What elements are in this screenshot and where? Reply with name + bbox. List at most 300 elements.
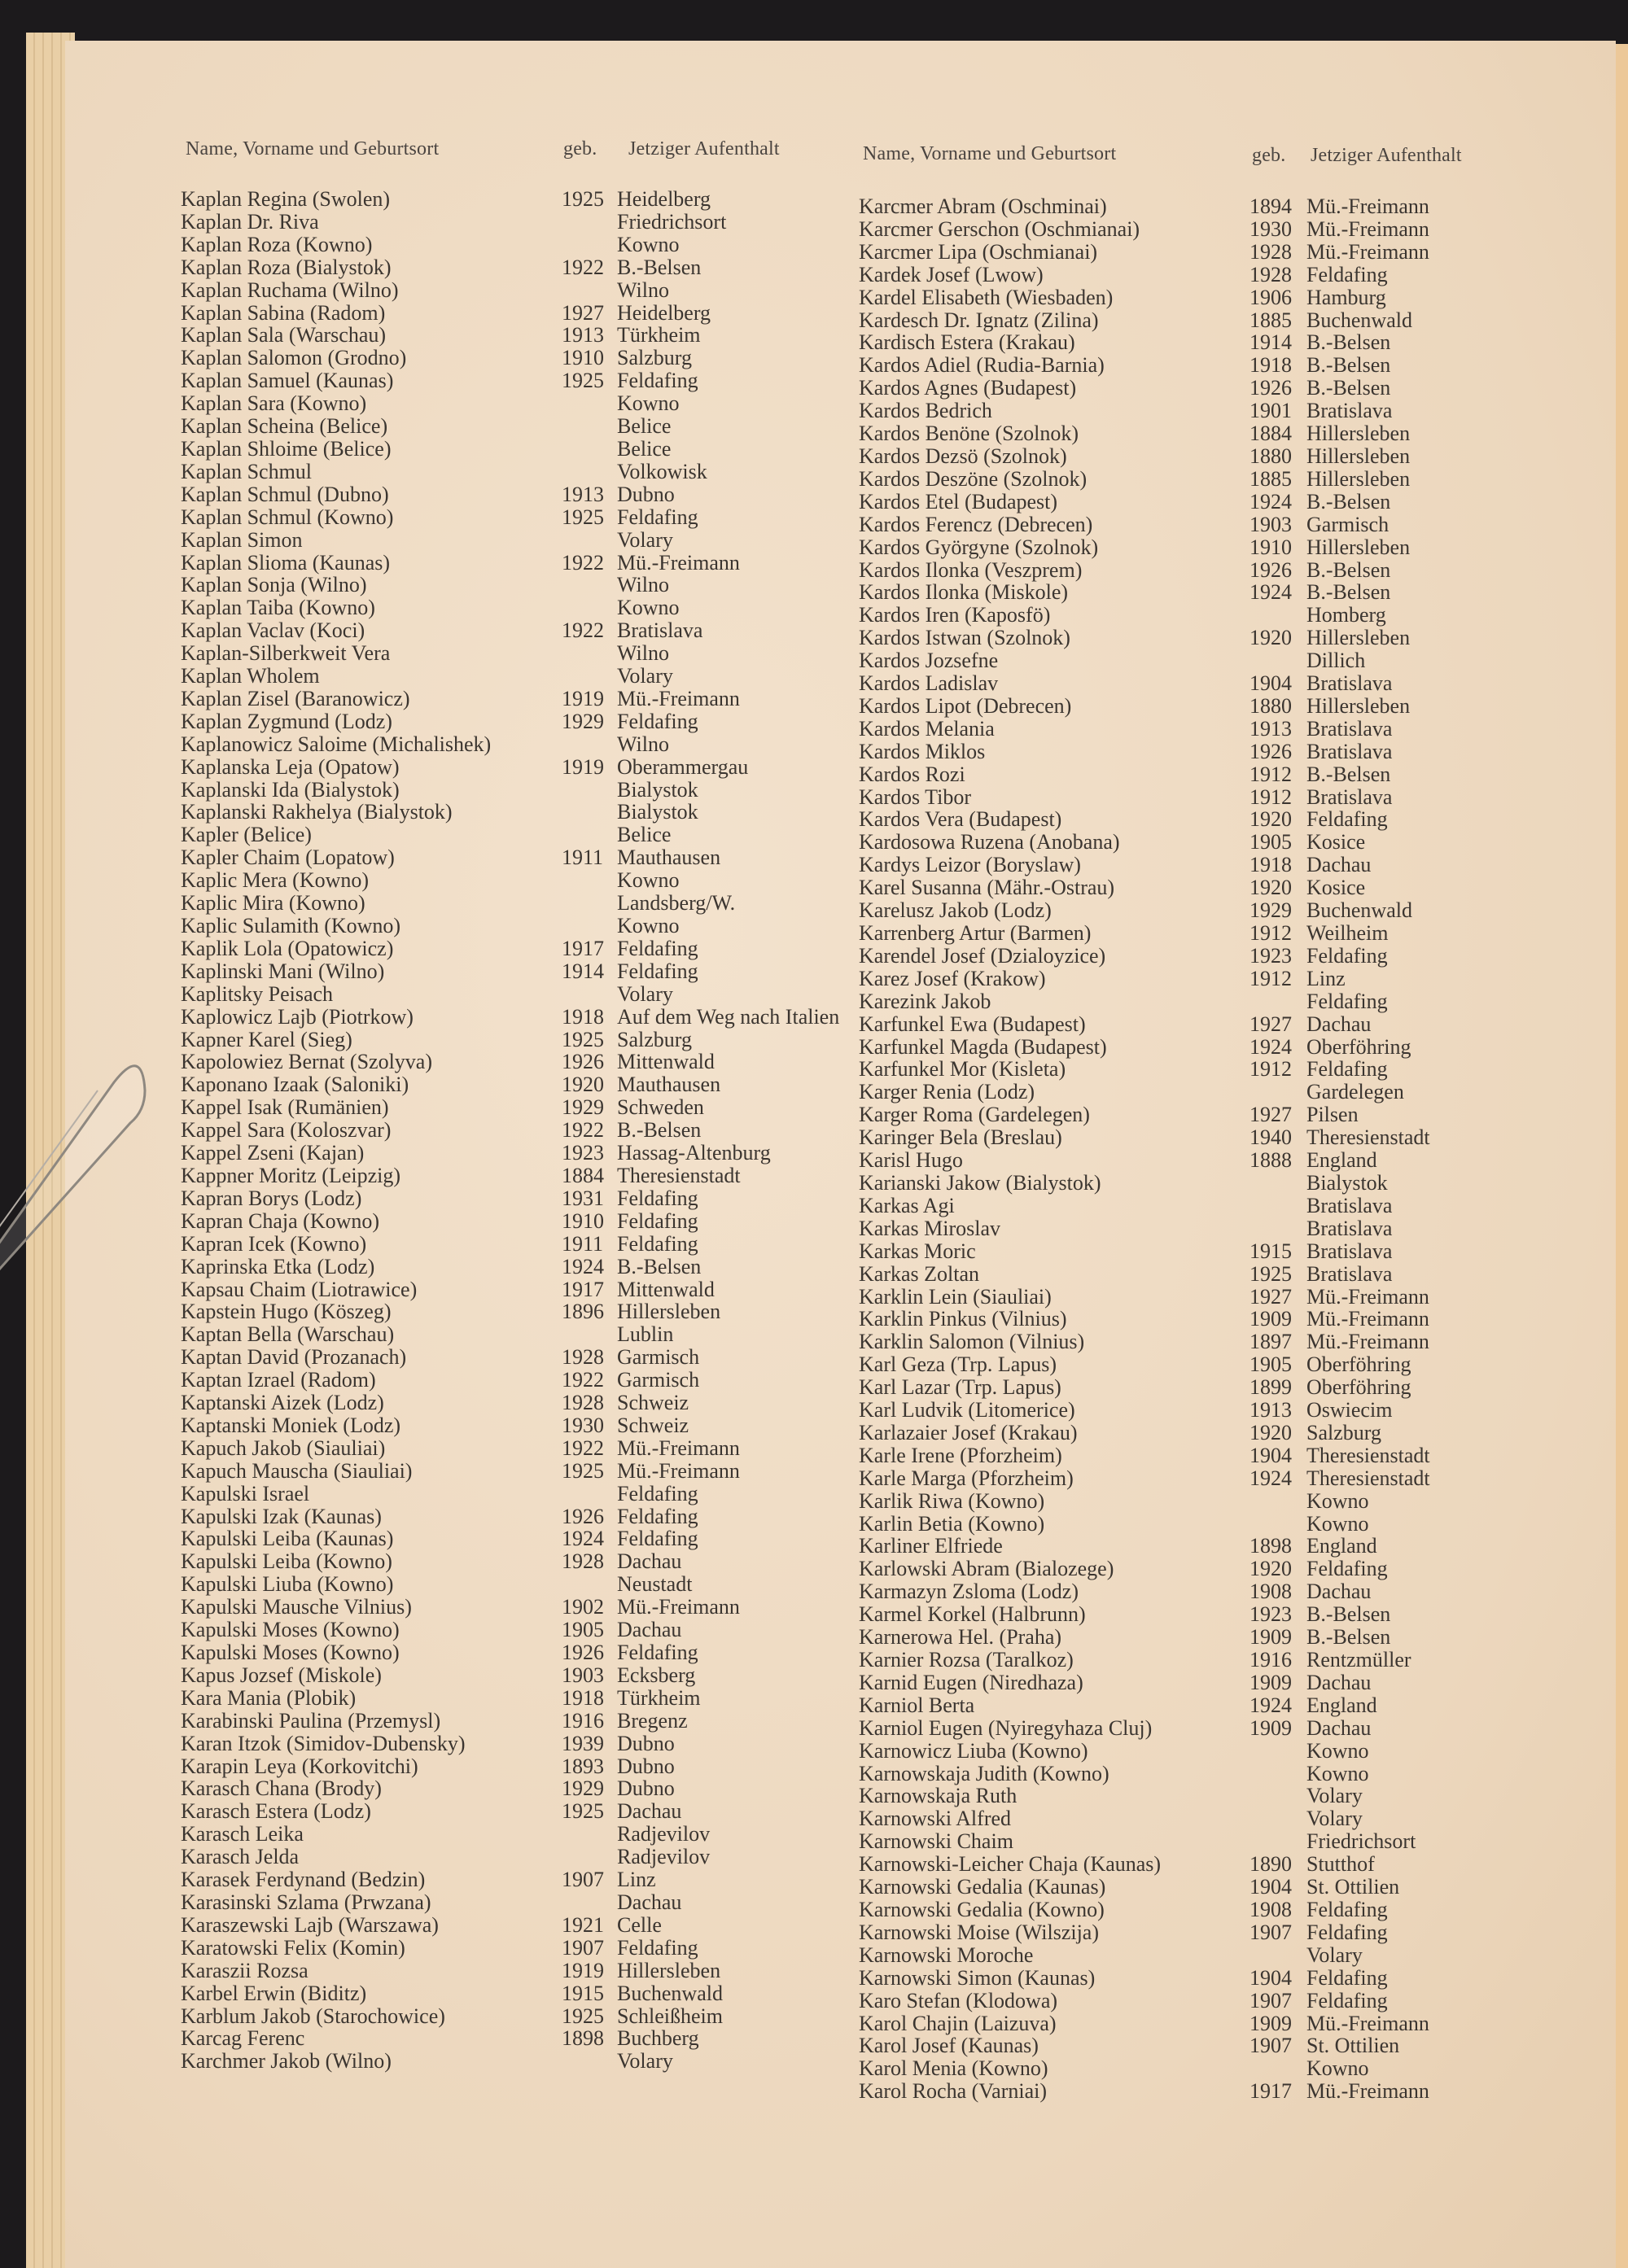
list-item xyxy=(181,256,853,279)
list-item xyxy=(859,1921,1543,1944)
list-item xyxy=(181,1300,853,1323)
entry-current-location: Feldafing xyxy=(1306,1920,1388,1944)
entry-current-location: Kosice xyxy=(1306,830,1366,854)
entry-birth-year: 1913 xyxy=(1249,716,1292,741)
entry-name: Karasch Jelda xyxy=(181,1845,300,1869)
list-item xyxy=(181,619,853,642)
entry-current-location: Homberg xyxy=(1306,603,1386,627)
entry-name: Kaptanski Moniek (Lodz) xyxy=(181,1413,401,1437)
list-item xyxy=(859,1603,1543,1626)
entry-name: Kapulski Liuba (Kowno) xyxy=(181,1572,394,1597)
entry-birth-year: 1917 xyxy=(562,1277,604,1301)
entry-birth-year: 1904 xyxy=(1249,671,1292,696)
entry-name: Karmazyn Zsloma (Lodz) xyxy=(859,1580,1079,1604)
entry-birth-year: 1911 xyxy=(562,1231,604,1256)
entry-current-location: Hillersleben xyxy=(617,1300,721,1324)
entry-birth-year: 1928 xyxy=(562,1345,604,1370)
list-item xyxy=(181,483,853,506)
list-item xyxy=(859,241,1543,264)
entry-current-location: Feldafing xyxy=(617,505,698,529)
entry-name: Kardisch Estera (Krakau) xyxy=(859,330,1075,355)
entry-birth-year: 1907 xyxy=(1249,1988,1292,2012)
entry-name: Karez Josef (Krakow) xyxy=(859,966,1046,990)
entry-current-location: Rentzmüller xyxy=(1306,1648,1411,1672)
entry-name: Karasch Leika xyxy=(181,1822,304,1846)
entry-name: Kapus Jozsef (Miskole) xyxy=(181,1663,382,1687)
entry-name: Kaplanowicz Saloime (Michalishek) xyxy=(181,732,492,756)
entry-birth-year: 1923 xyxy=(1249,943,1292,968)
entry-name: Karcag Ferenc xyxy=(181,2026,305,2051)
entry-birth-year: 1922 xyxy=(562,1368,604,1392)
entry-current-location: Buchenwald xyxy=(617,1981,723,2005)
entry-name: Karmel Korkel (Halbrunn) xyxy=(859,1602,1086,1627)
list-item xyxy=(859,1876,1543,1899)
entry-current-location: Mü.-Freimann xyxy=(1306,2011,1429,2035)
entry-name: Kaplic Sulamith (Kowno) xyxy=(181,914,401,937)
entry-current-location: Bratislava xyxy=(1306,716,1393,741)
entry-current-location: Mü.-Freimann xyxy=(1306,2079,1429,2104)
entry-birth-year: 1918 xyxy=(1249,353,1292,378)
list-item xyxy=(181,1641,853,1664)
entry-birth-year: 1893 xyxy=(562,1754,604,1778)
entry-birth-year: 1912 xyxy=(1249,784,1292,809)
entry-current-location: Theresienstadt xyxy=(1306,1443,1430,1467)
list-item xyxy=(181,1073,853,1096)
list-item xyxy=(859,513,1543,536)
list-item xyxy=(181,574,853,596)
entry-birth-year: 1909 xyxy=(1249,1625,1292,1650)
entry-name: Karklin Lein (Siauliai) xyxy=(859,1284,1052,1309)
entry-name: Karcmer Gerschon (Oschmianai) xyxy=(859,216,1140,241)
entry-name: Karabinski Paulina (Przemysl) xyxy=(181,1708,441,1733)
entry-birth-year: 1916 xyxy=(562,1708,604,1733)
entry-current-location: St. Ottilien xyxy=(1306,1875,1400,1899)
entry-name: Karnid Eugen (Niredhaza) xyxy=(859,1670,1083,1694)
list-item xyxy=(859,604,1543,627)
list-item xyxy=(859,218,1543,241)
entry-name: Kardos Vera (Budapest) xyxy=(859,807,1062,832)
list-item xyxy=(181,392,853,415)
entry-birth-year: 1927 xyxy=(1249,1103,1292,1127)
entry-current-location: Neustadt xyxy=(617,1572,693,1597)
entry-name: Karcmer Lipa (Oschmianai) xyxy=(859,239,1098,264)
entry-birth-year: 1907 xyxy=(562,1935,604,1960)
entry-birth-year: 1880 xyxy=(1249,693,1292,718)
list-item xyxy=(859,1763,1543,1785)
entry-name: Karlin Betia (Kowno) xyxy=(859,1511,1045,1536)
entry-birth-year: 1928 xyxy=(1249,262,1292,286)
entry-name: Karnowskaja Judith (Kowno) xyxy=(859,1761,1109,1785)
list-item xyxy=(181,1210,853,1233)
entry-current-location: Linz xyxy=(617,1868,656,1892)
list-item xyxy=(859,1717,1543,1740)
entry-birth-year xyxy=(562,596,617,619)
entry-birth-year xyxy=(562,234,617,256)
list-item xyxy=(181,1710,853,1733)
list-item xyxy=(859,1103,1543,1126)
entry-name: Karasch Estera (Lodz) xyxy=(181,1799,371,1824)
entry-current-location: Kowno xyxy=(617,914,680,937)
entry-name: Kardos Deszöne (Szolnok) xyxy=(859,466,1088,491)
entry-name: Karbel Erwin (Biditz) xyxy=(181,1981,367,2005)
entry-birth-year: 1905 xyxy=(1249,1352,1292,1377)
entry-current-location: Volkowisk xyxy=(617,459,707,483)
entry-name: Kardos Benöne (Szolnok) xyxy=(859,422,1079,446)
entry-current-location: B.-Belsen xyxy=(1306,376,1391,400)
list-item xyxy=(181,1914,853,1937)
list-item xyxy=(859,695,1543,718)
list-item xyxy=(859,649,1543,672)
entry-birth-year xyxy=(1249,1195,1306,1217)
entry-name: Kardos Tibor xyxy=(859,784,971,809)
list-item xyxy=(859,309,1543,332)
entry-name: Karan Itzok (Simidov-Dubensky) xyxy=(181,1731,466,1755)
entry-name: Kardos Miklos xyxy=(859,739,986,763)
list-item xyxy=(859,1807,1543,1830)
list-item xyxy=(181,234,853,256)
entry-current-location: Bratislava xyxy=(617,618,703,643)
list-item xyxy=(181,1119,853,1142)
list-item xyxy=(181,1823,853,1846)
entry-current-location: Wilno xyxy=(617,277,669,302)
list-item xyxy=(859,1058,1543,1081)
entry-current-location: Radjevilov xyxy=(617,1845,711,1869)
entry-current-location: Salzburg xyxy=(1306,1420,1381,1444)
list-item xyxy=(181,1346,853,1369)
list-item xyxy=(859,1490,1543,1513)
entry-birth-year: 1922 xyxy=(562,618,604,643)
entry-birth-year: 1920 xyxy=(562,1073,604,1097)
list-item xyxy=(859,400,1543,422)
entry-birth-year: 1927 xyxy=(1249,1012,1292,1036)
list-item xyxy=(181,2027,853,2050)
entry-name: Kardos Bedrich xyxy=(859,399,992,423)
entry-name: Kaprinska Etka (Lodz) xyxy=(181,1254,375,1278)
entry-current-location: B.-Belsen xyxy=(1306,1602,1391,1627)
list-item xyxy=(859,1672,1543,1694)
entry-name: Kardos Ilonka (Veszprem) xyxy=(859,557,1083,582)
list-item xyxy=(181,1846,853,1868)
entry-name: Kapuch Mauscha (Siauliai) xyxy=(181,1458,413,1483)
entry-name: Kapstein Hugo (Köszeg) xyxy=(181,1300,392,1324)
entry-current-location: Bratislava xyxy=(1306,1216,1393,1240)
entry-current-location: Buchberg xyxy=(617,2026,699,2051)
list-item xyxy=(859,922,1543,945)
entry-birth-year: 1880 xyxy=(1249,444,1292,468)
entry-name: Kapulski Israel xyxy=(181,1481,310,1505)
entry-name: Karl Lazar (Trp. Lapus) xyxy=(859,1375,1061,1400)
entry-current-location: Volary xyxy=(1306,1784,1363,1808)
list-item xyxy=(859,491,1543,513)
list-item xyxy=(181,1029,853,1051)
entry-name: Kaplan Schmul (Dubno) xyxy=(181,482,389,506)
entry-name: Kardos Rozi xyxy=(859,762,965,786)
entry-birth-year: 1927 xyxy=(1249,1284,1292,1309)
entry-birth-year: 1897 xyxy=(1249,1330,1292,1354)
entry-name: Kardos Iren (Kaposfö) xyxy=(859,603,1051,627)
entry-current-location: Mauthausen xyxy=(617,1073,721,1097)
list-item xyxy=(859,377,1543,400)
entry-current-location: England xyxy=(1306,1693,1377,1717)
list-item xyxy=(181,324,853,347)
entry-name: Karasek Ferdynand (Bedzin) xyxy=(181,1868,426,1892)
paper-clip-icon xyxy=(0,1033,195,1278)
list-item xyxy=(859,1308,1543,1331)
entry-name: Karaszii Rozsa xyxy=(181,1958,309,1982)
entry-current-location: B.-Belsen xyxy=(1306,489,1391,513)
list-item xyxy=(859,1649,1543,1672)
entry-birth-year: 1922 xyxy=(562,1436,604,1460)
list-item xyxy=(859,1694,1543,1717)
entry-name: Kardos Adiel (Rudia-Barnia) xyxy=(859,353,1105,378)
entry-name: Karkas Agi xyxy=(859,1193,955,1217)
entry-birth-year: 1925 xyxy=(562,369,604,393)
entry-current-location: B.-Belsen xyxy=(1306,557,1391,582)
entry-current-location: Buchenwald xyxy=(1306,898,1412,923)
entry-birth-year: 1929 xyxy=(562,1095,604,1120)
entry-name: Karol Chajin (Laizuva) xyxy=(859,2011,1057,2035)
entry-name: Karlazaier Josef (Krakau) xyxy=(859,1420,1078,1444)
list-item xyxy=(181,1596,853,1619)
list-item xyxy=(859,331,1543,354)
entry-current-location: Auf dem Weg nach Italien xyxy=(617,1004,840,1029)
entry-name: Karle Irene (Pforzheim) xyxy=(859,1443,1062,1467)
list-item xyxy=(181,461,853,483)
entry-current-location: B.-Belsen xyxy=(1306,353,1391,378)
entry-current-location: Kowno xyxy=(1306,1488,1369,1513)
entry-name: Karfunkel Magda (Budapest) xyxy=(859,1034,1107,1059)
entry-current-location: Hillersleben xyxy=(1306,535,1411,559)
entry-birth-year xyxy=(562,574,617,596)
list-item xyxy=(181,1006,853,1029)
list-item xyxy=(859,2057,1543,2080)
entry-current-location: Kowno xyxy=(617,868,680,893)
entry-current-location: Dachau xyxy=(1306,1670,1372,1694)
list-item xyxy=(859,1830,1543,1853)
entry-birth-year: 1923 xyxy=(1249,1602,1292,1627)
entry-name: Kaplan Sonja (Wilno) xyxy=(181,573,367,597)
list-item xyxy=(181,1619,853,1641)
entry-current-location: Volary xyxy=(617,664,673,688)
list-item xyxy=(859,1967,1543,1990)
list-item xyxy=(181,1664,853,1687)
entry-current-location: Wilno xyxy=(617,732,669,756)
entry-birth-year: 1914 xyxy=(562,959,604,983)
entry-current-location: Theresienstadt xyxy=(1306,1125,1430,1150)
entry-birth-year: 1929 xyxy=(562,709,604,733)
entry-current-location: Bregenz xyxy=(617,1708,688,1733)
entry-name: Kapolowiez Bernat (Szolyva) xyxy=(181,1050,433,1074)
entry-birth-year: 1910 xyxy=(1249,535,1292,559)
entry-birth-year xyxy=(1249,1807,1306,1830)
entry-current-location: Kowno xyxy=(1306,1761,1369,1785)
entry-name: Karnowski Simon (Kaunas) xyxy=(859,1965,1096,1990)
entry-name: Kaplan Schmul (Kowno) xyxy=(181,505,394,529)
list-item xyxy=(181,824,853,846)
entry-name: Kaplanska Leja (Opatow) xyxy=(181,754,400,779)
entry-current-location: Feldafing xyxy=(1306,1988,1388,2012)
entry-current-location: Oberföhring xyxy=(1306,1375,1411,1400)
entry-birth-year: 1926 xyxy=(1249,739,1292,763)
list-item xyxy=(181,1755,853,1778)
entry-current-location: Hillersleben xyxy=(1306,466,1411,491)
entry-name: Karger Roma (Gardelegen) xyxy=(859,1103,1090,1127)
list-item xyxy=(181,801,853,824)
entry-name: Kardos Istwan (Szolnok) xyxy=(859,626,1070,650)
list-item xyxy=(859,786,1543,809)
list-item xyxy=(859,627,1543,649)
list-item xyxy=(181,2050,853,2073)
entry-current-location: Theresienstadt xyxy=(617,1163,741,1187)
list-item xyxy=(859,899,1543,922)
list-item xyxy=(859,1036,1543,1059)
entry-current-location: Mü.-Freimann xyxy=(617,686,740,710)
entry-birth-year: 1908 xyxy=(1249,1897,1292,1921)
list-item xyxy=(181,1256,853,1278)
entry-birth-year xyxy=(562,779,617,802)
list-item xyxy=(859,1422,1543,1444)
entry-birth-year xyxy=(562,529,617,552)
entry-birth-year: 1926 xyxy=(562,1641,604,1664)
list-item xyxy=(181,2005,853,2028)
entry-birth-year: 1924 xyxy=(1249,580,1292,605)
entry-birth-year: 1919 xyxy=(562,686,604,710)
entry-birth-year: 1913 xyxy=(1249,1398,1292,1422)
entry-name: Kaptanski Aizek (Lodz) xyxy=(181,1391,384,1415)
entry-birth-year xyxy=(562,1483,617,1505)
entry-current-location: Feldafing xyxy=(617,936,698,960)
entry-current-location: England xyxy=(1306,1148,1377,1173)
list-item xyxy=(859,354,1543,377)
entry-birth-year: 1909 xyxy=(1249,1670,1292,1694)
list-item xyxy=(181,369,853,392)
list-item xyxy=(859,1081,1543,1103)
entry-name: Kardos Jozsefne xyxy=(859,649,999,673)
entry-name: Kardos Melania xyxy=(859,716,995,741)
entry-current-location: Feldafing xyxy=(617,709,698,733)
entry-birth-year xyxy=(562,211,617,234)
list-item xyxy=(859,264,1543,286)
list-item xyxy=(859,1399,1543,1422)
entry-name: Kaplan Sabina (Radom) xyxy=(181,300,386,325)
list-item xyxy=(181,733,853,756)
entry-current-location: Mittenwald xyxy=(617,1277,715,1301)
entry-current-location: Bratislava xyxy=(1306,1261,1393,1286)
list-item xyxy=(181,1414,853,1437)
entry-birth-year: 1903 xyxy=(562,1663,604,1687)
list-item xyxy=(181,869,853,892)
entry-name: Karlowski Abram (Bialozege) xyxy=(859,1557,1114,1581)
entry-name: Kapuch Jakob (Siauliai) xyxy=(181,1436,386,1460)
entry-birth-year xyxy=(562,983,617,1006)
entry-current-location: Belice xyxy=(617,414,672,439)
entry-birth-year xyxy=(1249,604,1306,627)
entry-current-location: Lublin xyxy=(617,1322,674,1347)
entry-current-location: Friedrichsort xyxy=(617,209,727,234)
entry-name: Kapulski Mausche Vilnius) xyxy=(181,1595,412,1619)
list-item xyxy=(181,1278,853,1301)
entry-current-location: Feldafing xyxy=(617,1481,698,1505)
entry-birth-year xyxy=(562,733,617,756)
entry-current-location: Landsberg/W. xyxy=(617,891,736,916)
list-item xyxy=(859,672,1543,695)
entry-name: Karle Marga (Pforzheim) xyxy=(859,1466,1074,1490)
entry-current-location: Dachau xyxy=(617,1618,682,1642)
entry-current-location: Oswiecim xyxy=(1306,1398,1393,1422)
entry-current-location: Feldafing xyxy=(1306,1057,1388,1082)
entry-current-location: Dillich xyxy=(1306,649,1366,673)
list-item xyxy=(181,302,853,325)
list-item xyxy=(181,1505,853,1528)
list-item xyxy=(859,1353,1543,1376)
list-item xyxy=(181,846,853,869)
list-item xyxy=(181,279,853,302)
entry-current-location: Bialystok xyxy=(617,800,698,824)
entry-current-location: Friedrichsort xyxy=(1306,1829,1416,1854)
list-item xyxy=(859,1853,1543,1876)
entry-name: Kaplan Zisel (Baranowicz) xyxy=(181,686,410,710)
list-item xyxy=(859,968,1543,990)
list-item xyxy=(859,741,1543,763)
entry-current-location: Kowno xyxy=(617,232,680,256)
list-item xyxy=(181,1982,853,2005)
entry-birth-year: 1912 xyxy=(1249,1057,1292,1082)
entry-current-location: Dubno xyxy=(617,1731,675,1755)
entry-name: Karnowskaja Ruth xyxy=(859,1784,1017,1808)
entry-name: Kapulski Moses (Kowno) xyxy=(181,1618,400,1642)
entry-current-location: Feldafing xyxy=(1306,1897,1388,1921)
entry-name: Kardos Ferencz (Debrecen) xyxy=(859,512,1093,536)
entry-name: Kapran Chaja (Kowno) xyxy=(181,1208,380,1233)
entry-current-location: Salzburg xyxy=(617,346,692,370)
entry-name: Kaplanski Rakhelya (Bialystok) xyxy=(181,800,453,824)
list-item xyxy=(181,1733,853,1755)
entry-birth-year xyxy=(562,392,617,415)
list-item xyxy=(181,415,853,438)
entry-birth-year: 1909 xyxy=(1249,2011,1292,2035)
entry-birth-year: 1924 xyxy=(1249,1693,1292,1717)
list-item xyxy=(859,468,1543,491)
entry-current-location: Wilno xyxy=(617,641,669,666)
entry-birth-year xyxy=(1249,1944,1306,1967)
entry-name: Karol Menia (Kowno) xyxy=(859,2056,1048,2081)
entry-name: Kapran Borys (Lodz) xyxy=(181,1186,362,1210)
entry-birth-year: 1919 xyxy=(562,1958,604,1982)
entry-name: Kaplan Simon xyxy=(181,527,303,552)
entry-current-location: Linz xyxy=(1306,966,1346,990)
entry-current-location: Bratislava xyxy=(1306,1193,1393,1217)
list-item xyxy=(181,983,853,1006)
entry-name: Kaplan Roza (Kowno) xyxy=(181,232,373,256)
entry-current-location: Türkheim xyxy=(617,323,701,347)
entry-name: Karniol Berta xyxy=(859,1693,975,1717)
entry-birth-year: 1922 xyxy=(562,550,604,575)
entry-birth-year: 1928 xyxy=(562,1391,604,1415)
entry-birth-year xyxy=(1249,1490,1306,1513)
entry-current-location: Feldafing xyxy=(617,1935,698,1960)
list-item xyxy=(181,960,853,983)
entry-current-location: Mü.-Freimann xyxy=(617,1595,740,1619)
entry-current-location: Ecksberg xyxy=(617,1663,696,1687)
entry-name: Kardos Lipot (Debrecen) xyxy=(859,693,1072,718)
entry-birth-year: 1925 xyxy=(562,505,604,529)
entry-name: Karchmer Jakob (Wilno) xyxy=(181,2049,392,2074)
entry-name: Kaplan Vaclav (Koci) xyxy=(181,618,365,643)
entry-name: Karnowski Gedalia (Kowno) xyxy=(859,1897,1105,1921)
entry-birth-year: 1927 xyxy=(562,300,604,325)
list-item xyxy=(181,779,853,802)
entry-birth-year: 1924 xyxy=(562,1527,604,1551)
